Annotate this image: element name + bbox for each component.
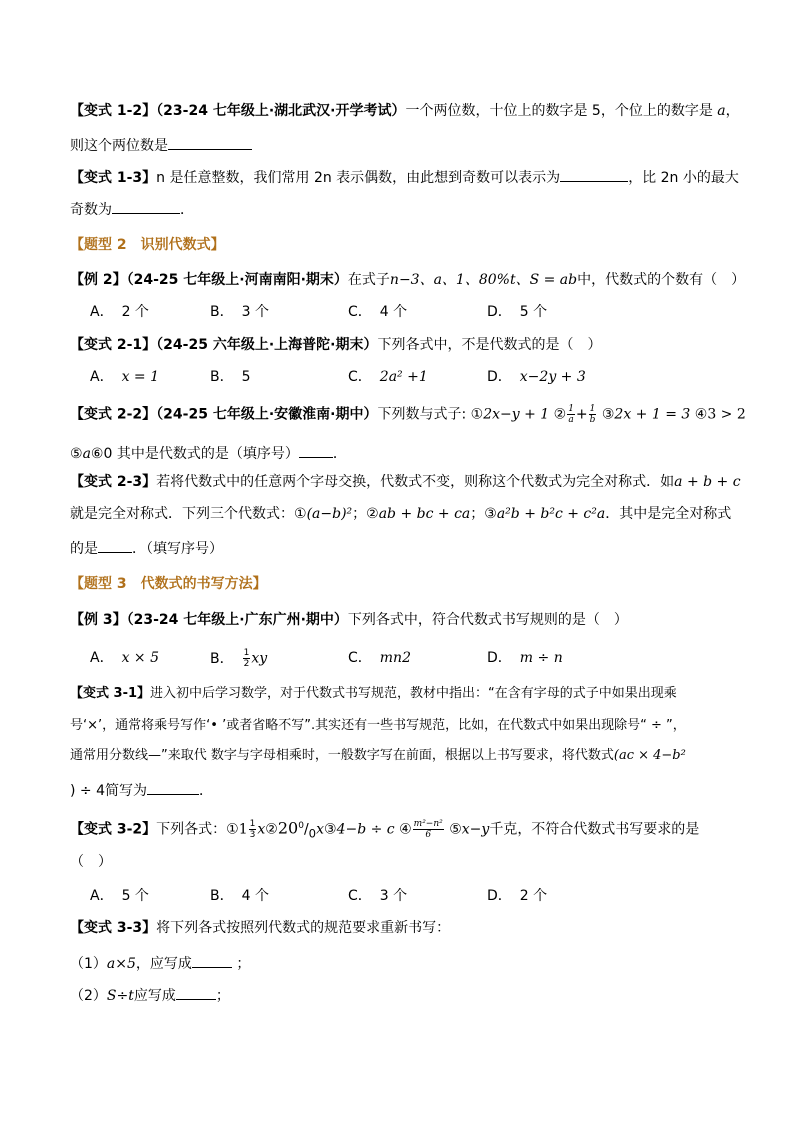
- slash: /: [303, 821, 309, 838]
- circled-number: ④: [694, 406, 708, 423]
- fraction-denominator: 2: [243, 659, 250, 669]
- math-expression: 2x + 1 = 3: [614, 406, 691, 423]
- question-text: 号‘×’，通常将乘号写作‘• ’或者省略不写”.其实还有一些书写规范，比如，在代数式中如果出现除号“ ÷ ”，: [70, 718, 686, 733]
- option-d[interactable]: [487, 302, 547, 322]
- math-var: a: [82, 446, 91, 462]
- option-text: 4 个: [241, 888, 269, 904]
- circled-number: ②: [553, 406, 567, 423]
- math-expression: 3 > 2: [707, 406, 746, 423]
- option-c[interactable]: [348, 302, 407, 322]
- math-expression: n−3、a、1、80%t、S = ab: [389, 272, 578, 288]
- variant-1-2-line-2: [70, 133, 252, 156]
- punct: ；: [215, 988, 230, 1004]
- variant-tag: 【变式 2-1】: [70, 337, 157, 353]
- mixed-number-whole: 1: [238, 821, 248, 838]
- question-text: 在式子: [347, 272, 390, 288]
- option-text: 3 个: [241, 304, 269, 320]
- option-label: B．: [210, 369, 234, 385]
- question-text: ，不符合代数式书写要求的是: [517, 821, 700, 838]
- option-label: A．: [90, 369, 114, 385]
- question-source: （24-25 六年级上·上海普陀·期末）: [156, 337, 378, 353]
- question-text: ⑥0 其中是代数式的是（填序号）: [90, 446, 299, 462]
- math-expression: x−y: [461, 821, 490, 838]
- question-text: ．（填写序号）: [132, 541, 223, 557]
- option-d[interactable]: [487, 367, 586, 387]
- math-expression: ab + bc + ca: [378, 506, 471, 522]
- option-label: C．: [348, 369, 372, 385]
- option-label: D．: [487, 304, 512, 320]
- question-text: 将下列各式按照列代数式的规范要求重新书写：: [156, 920, 451, 936]
- answer-blank[interactable]: [299, 441, 333, 458]
- option-d[interactable]: [487, 648, 563, 668]
- circled-number: ③: [601, 406, 615, 423]
- variant-2-1-line-1: [70, 335, 601, 355]
- option-label: B．: [210, 304, 234, 320]
- question-text: 下列各式：①: [156, 821, 239, 838]
- option-text: 3 个: [379, 888, 408, 904]
- math-var: x: [257, 821, 266, 838]
- item-number: （1）: [70, 956, 107, 972]
- section-heading-3: 【题型 3 代数式的书写方法】: [70, 576, 267, 592]
- option-text: 2 个: [121, 304, 149, 320]
- option-text: 2 个: [519, 888, 548, 904]
- option-d[interactable]: [487, 886, 547, 906]
- answer-blank[interactable]: [147, 778, 199, 795]
- question-text: 则这个两位数是: [70, 138, 168, 154]
- fraction: $\frac{1}{a}$: [568, 404, 574, 425]
- punct: ．: [332, 446, 347, 462]
- option-text: xy: [251, 650, 268, 667]
- math-expression: 4−b ÷ c: [336, 821, 395, 838]
- fraction: $\frac{1}{b}$: [589, 404, 596, 425]
- variant-3-1-line-2: [70, 716, 686, 736]
- option-text: 5 个: [121, 888, 149, 904]
- punct: ；: [236, 956, 251, 972]
- variant-2-3-line-2: [70, 504, 731, 524]
- option-label: C．: [348, 650, 372, 666]
- variant-2-3-line-3: [70, 536, 223, 559]
- fraction-numerator: m²−n²: [413, 819, 443, 830]
- variant-1-3-line-2: [70, 197, 194, 220]
- question-text: 下列各式中，不是代数式的是（ ）: [377, 337, 602, 353]
- option-b[interactable]: [210, 302, 269, 322]
- question-source: （24-25 七年级上·河南南阳·期末）: [126, 272, 348, 288]
- question-text: ；③: [470, 506, 497, 522]
- fraction: [243, 648, 251, 669]
- math-expression: a×5: [106, 956, 136, 972]
- fraction: [413, 819, 444, 840]
- math-var: a: [717, 103, 726, 119]
- answer-blank[interactable]: [192, 951, 232, 968]
- option-label: A．: [90, 888, 114, 904]
- option-text: x−2y + 3: [519, 369, 586, 385]
- question-text: 若将代数式中的任意两个字母交换，代数式不变，则称这个代数式为完全对称式．如: [156, 474, 675, 490]
- question-text: 就是完全对称式．下列三个代数式：①: [70, 506, 307, 522]
- answer-blank[interactable]: [176, 983, 216, 1000]
- question-text: 进入初中后学习数学，对于代数式书写规范，教材中指出：“在含有字母的式子中如果出现乘: [150, 686, 677, 701]
- fraction-numerator: 1: [249, 819, 256, 830]
- option-a[interactable]: [90, 302, 149, 322]
- question-text: 的是: [70, 541, 98, 557]
- math-number: 20: [277, 818, 299, 838]
- question-text: n 是任意整数，我们常用 2n 表示偶数，由此想到奇数可以表示为: [156, 170, 561, 186]
- math-expression: S÷t: [106, 988, 134, 1004]
- math-expression: a²b + b²c + c²a: [496, 506, 606, 522]
- variant-tag: 【变式 3-1】: [70, 686, 151, 701]
- variant-1-2-line-1: [70, 101, 740, 121]
- circled-number: ②: [265, 821, 278, 838]
- option-text: mn2: [379, 650, 411, 666]
- answer-blank[interactable]: [560, 165, 628, 182]
- math-expression: 2x−y + 1: [483, 406, 550, 423]
- fraction-denominator: 3: [249, 830, 256, 841]
- question-source: （23-24 七年级上·湖北武汉·开学考试）: [156, 103, 406, 119]
- option-label: D．: [487, 888, 512, 904]
- question-text: 通常用分数线—”来取代 数字与字母相乘时，一般数字写在前面，根据以上书写要求，将代数式: [70, 748, 614, 763]
- punct: ，: [725, 103, 740, 119]
- option-a[interactable]: [90, 648, 159, 668]
- question-text: 一个两位数，十位上的数字是 5，个位上的数字是: [405, 103, 718, 119]
- fraction-denominator: 6: [425, 830, 432, 841]
- math-expression: (ac × 4−b²: [613, 748, 686, 763]
- punct: ．: [199, 783, 213, 799]
- example-2-line-1: [70, 270, 745, 290]
- answer-parentheses: （ ）: [70, 854, 112, 870]
- circled-number: ⑤: [70, 446, 83, 462]
- variant-2-2-line-2: [70, 441, 347, 464]
- option-label: A．: [90, 304, 114, 320]
- option-c[interactable]: [348, 367, 428, 387]
- circled-number: ④: [399, 821, 412, 838]
- fraction-numerator: 1: [243, 648, 250, 658]
- option-text: x = 1: [121, 369, 160, 385]
- option-label: C．: [348, 888, 372, 904]
- variant-tag: 【变式 2-2】: [70, 406, 157, 423]
- circled-number: ⑤: [449, 821, 462, 838]
- option-text: m ÷ n: [519, 650, 563, 666]
- option-label: D．: [487, 650, 512, 666]
- option-text: 2a² +1: [379, 369, 428, 385]
- variant-3-3-item-1: [70, 951, 250, 974]
- example-tag: 【例 3】: [70, 612, 127, 628]
- fraction: [249, 819, 257, 840]
- math-var: x: [316, 821, 324, 838]
- question-text: ，应写成: [135, 956, 192, 972]
- math-expression: (a−b)²: [306, 506, 353, 522]
- question-text: ，比 2n 小的最大: [628, 170, 739, 186]
- option-a[interactable]: [90, 367, 159, 387]
- question-text: 下列数与式子: ①: [377, 406, 484, 423]
- option-text: x × 5: [121, 650, 160, 666]
- variant-2-3-line-1: [70, 472, 741, 492]
- question-text: 奇数为: [70, 202, 112, 218]
- circled-number: ③: [324, 821, 337, 838]
- item-number: （2）: [70, 988, 107, 1004]
- example-3-line-1: [70, 610, 628, 630]
- option-c[interactable]: [348, 886, 407, 906]
- option-b[interactable]: [210, 648, 267, 669]
- section-heading-2: 【题型 2 识别代数式】: [70, 237, 225, 253]
- option-label: A．: [90, 650, 114, 666]
- option-label: D．: [487, 369, 512, 385]
- variant-3-1-line-3: [70, 746, 686, 766]
- variant-3-2-line-2: [70, 852, 112, 872]
- variant-2-2-line-1: 【变式 2-2】（24-25 七年级上·安徽淮南·期中）下列数与式子: ①2x−y + 1 ② $\frac{1}{a}$ + $\frac{1}{b}$ ③2x + 1 = 3 ④3 > 2: [70, 404, 746, 425]
- option-b[interactable]: [210, 367, 251, 387]
- question-text: ．其中是完全对称式: [605, 506, 732, 522]
- math-expression: a + b + c: [674, 474, 741, 490]
- question-text: ；②: [352, 506, 379, 522]
- question-text: ) ÷ 4简写为: [70, 783, 147, 799]
- question-text: 应写成: [133, 988, 176, 1004]
- variant-tag: 【变式 2-3】: [70, 474, 157, 490]
- variant-3-1-line-1: [70, 684, 677, 704]
- punct: ．: [180, 202, 194, 218]
- question-source: （24-25 七年级上·安徽淮南·期中）: [156, 406, 378, 423]
- variant-3-2-line-1: [70, 816, 699, 843]
- variant-tag: 【变式 1-2】: [70, 103, 157, 119]
- option-text: 4 个: [379, 304, 408, 320]
- math-number: 0: [298, 821, 304, 831]
- option-label: B．: [210, 888, 234, 904]
- option-a[interactable]: [90, 886, 149, 906]
- example-tag: 【例 2】: [70, 272, 127, 288]
- option-c[interactable]: [348, 648, 411, 668]
- unit-text: 千克: [489, 821, 518, 838]
- question-text: 下列各式中，符合代数式书写规则的是（ ）: [347, 612, 628, 628]
- answer-blank[interactable]: [168, 133, 252, 150]
- variant-1-3-line-1: [70, 165, 739, 188]
- variant-tag: 【变式 3-2】: [70, 821, 157, 838]
- variant-3-3-item-2: [70, 983, 230, 1006]
- option-text: 5: [241, 369, 251, 385]
- option-text: 5 个: [519, 304, 548, 320]
- variant-tag: 【变式 3-3】: [70, 920, 157, 936]
- math-number: 0: [308, 826, 317, 841]
- variant-3-3-line-1: [70, 918, 450, 938]
- option-label: C．: [348, 304, 372, 320]
- question-source: （23-24 七年级上·广东广州·期中）: [126, 612, 348, 628]
- variant-3-1-line-4: [70, 778, 213, 801]
- variant-tag: 【变式 1-3】: [70, 170, 157, 186]
- answer-blank[interactable]: [112, 197, 180, 214]
- answer-blank[interactable]: [98, 536, 132, 553]
- question-text: 中，代数式的个数有（ ）: [577, 272, 746, 288]
- option-label: B．: [210, 650, 234, 667]
- option-b[interactable]: [210, 886, 269, 906]
